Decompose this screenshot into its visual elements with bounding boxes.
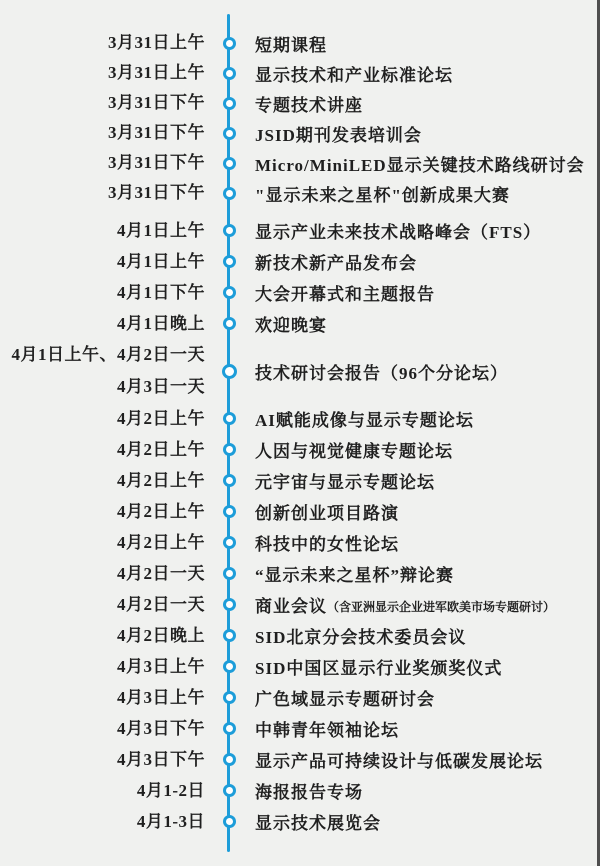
event-title-text: “显示未来之星杯”辩论赛 (255, 566, 454, 585)
timeline-dot-icon (223, 317, 236, 330)
timeline-row (0, 215, 600, 246)
event-date (0, 564, 205, 584)
event-date-line1: 4月3日下午 (117, 718, 205, 738)
timeline-dot-icon (223, 67, 236, 80)
timeline-dot-icon (223, 474, 236, 487)
event-date (0, 33, 205, 53)
timeline-node (205, 187, 253, 200)
timeline-row (0, 589, 600, 620)
event-title-text: "显示未来之星杯"创新成果大赛 (255, 185, 510, 205)
event-date (0, 781, 205, 801)
event-date-line1: 4月1日上午、4月2日一天 (11, 345, 205, 364)
event-date-line1: 4月1-2日 (136, 780, 205, 800)
timeline-dot-icon (223, 629, 236, 642)
event-title-text: 新技术新产品发布会 (255, 254, 417, 273)
event-title (253, 499, 600, 524)
event-date (0, 595, 205, 615)
timeline-row (0, 308, 600, 339)
timeline-row (0, 178, 600, 208)
timeline-row (0, 28, 600, 58)
event-date (0, 314, 205, 334)
timeline-node (205, 784, 253, 797)
timeline-dot-icon (223, 127, 236, 140)
timeline-node (205, 443, 253, 456)
timeline-node (205, 286, 253, 299)
timeline-dot-icon (223, 187, 236, 200)
event-date (0, 283, 205, 303)
event-date (0, 533, 205, 553)
event-date (0, 440, 205, 460)
event-date (0, 221, 205, 241)
timeline-node (205, 412, 253, 425)
timeline-node (205, 629, 253, 642)
event-title (253, 181, 600, 206)
event-title (253, 406, 600, 431)
event-title (253, 592, 600, 617)
timeline-dot-icon (223, 505, 236, 518)
event-title (253, 121, 600, 146)
timeline-dot-icon (223, 255, 236, 268)
event-title-text: SID中国区显示行业奖颁奖仪式 (255, 659, 503, 678)
timeline-dot-icon (223, 598, 236, 611)
event-date-line1: 3月31日下午 (108, 153, 205, 173)
event-title-text: 商业会议 (255, 597, 327, 616)
event-date-line1: 4月2日晚上 (117, 625, 205, 645)
timeline-node (205, 722, 253, 735)
event-date-line1: 3月31日下午 (108, 123, 205, 143)
event-date-line1: 4月1日晚上 (117, 313, 205, 333)
event-date-line1: 4月1日下午 (117, 282, 205, 302)
event-title-text: 短期课程 (255, 35, 327, 55)
event-date (0, 657, 205, 677)
timeline-node (205, 127, 253, 140)
event-title-text: 显示产品可持续设计与低碳发展论坛 (255, 752, 543, 771)
timeline-row (0, 403, 600, 434)
timeline-node (205, 598, 253, 611)
event-date-line2: 4月3日一天 (117, 377, 205, 396)
timeline-dot-icon (223, 567, 236, 580)
event-date (0, 93, 205, 113)
event-date (0, 252, 205, 272)
timeline-dot-icon (223, 784, 236, 797)
event-title (253, 280, 600, 305)
event-title-text: 显示技术展览会 (255, 814, 381, 833)
event-date-line1: 4月3日下午 (117, 749, 205, 769)
timeline-row (0, 465, 600, 496)
timeline-dot-icon (223, 536, 236, 549)
event-date (0, 471, 205, 491)
event-title (253, 530, 600, 555)
event-title-text: 显示产业未来技术战略峰会（FTS） (255, 223, 542, 242)
event-title-text: JSID期刊发表培训会 (255, 125, 422, 145)
timeline-row (0, 88, 600, 118)
event-date-line1: 4月1-3日 (136, 811, 205, 831)
event-date-line1: 4月2日上午 (117, 501, 205, 521)
event-title (253, 654, 600, 679)
event-title-text: 科技中的女性论坛 (255, 535, 399, 554)
timeline-row (0, 148, 600, 178)
event-title (253, 91, 600, 116)
event-title (253, 311, 600, 336)
timeline-dot-icon (222, 364, 237, 379)
timeline-dot-icon (223, 286, 236, 299)
event-title-text: AI赋能成像与显示专题论坛 (255, 411, 474, 430)
timeline-node (205, 317, 253, 330)
event-title (253, 685, 600, 710)
timeline-node (205, 474, 253, 487)
timeline-node (205, 815, 253, 828)
event-title (253, 218, 600, 243)
event-title (253, 151, 600, 176)
timeline-row (0, 620, 600, 651)
event-date (0, 63, 205, 83)
event-title (253, 359, 600, 384)
event-title-text: 元宇宙与显示专题论坛 (255, 473, 435, 492)
event-title-text: 广色域显示专题研讨会 (255, 690, 435, 709)
timeline-row (0, 713, 600, 744)
event-title-text: 人因与视觉健康专题论坛 (255, 442, 453, 461)
event-date-line1: 4月2日上午 (117, 439, 205, 459)
timeline-dot-icon (223, 443, 236, 456)
event-date (0, 123, 205, 143)
event-title-text: Micro/MiniLED显示关键技术路线研讨会 (255, 155, 585, 175)
timeline-node (205, 691, 253, 704)
event-title-text: 大会开幕式和主题报告 (255, 285, 435, 304)
timeline-row (0, 118, 600, 148)
event-date (0, 183, 205, 203)
timeline-row (0, 527, 600, 558)
event-title-text: 欢迎晚宴 (255, 316, 327, 335)
event-title (253, 468, 600, 493)
timeline-node (205, 660, 253, 673)
event-title-text: SID北京分会技术委员会议 (255, 628, 467, 647)
timeline-row (0, 806, 600, 837)
timeline-row (0, 651, 600, 682)
timeline-row (0, 558, 600, 589)
event-title (253, 747, 600, 772)
event-title-text: 技术研讨会报告（96个分论坛） (255, 363, 508, 383)
timeline-node (205, 224, 253, 237)
timeline-node (205, 255, 253, 268)
timeline-dot-icon (223, 815, 236, 828)
event-date-line1: 4月3日上午 (117, 687, 205, 707)
timeline-dot-icon (223, 722, 236, 735)
event-date (0, 750, 205, 770)
event-title-text: 中韩青年领袖论坛 (255, 721, 399, 740)
event-title (253, 561, 600, 586)
event-date-line1: 3月31日上午 (108, 63, 205, 83)
event-title (253, 437, 600, 462)
timeline-dot-icon (223, 691, 236, 704)
timeline-node (205, 364, 253, 379)
event-title (253, 809, 600, 834)
timeline (0, 28, 600, 837)
event-date-line1: 4月2日上午 (117, 470, 205, 490)
event-title-text: 创新创业项目路演 (255, 504, 399, 523)
event-date (0, 409, 205, 429)
timeline-row (0, 744, 600, 775)
event-title (253, 31, 600, 56)
event-title-note: （含亚洲显示企业进军欧美市场专题研讨） (327, 600, 556, 614)
timeline-dot-icon (223, 224, 236, 237)
event-title-text: 海报报告专场 (255, 783, 363, 802)
event-date-line1: 4月2日一天 (117, 594, 205, 614)
timeline-row (0, 277, 600, 308)
event-date (0, 719, 205, 739)
timeline-node (205, 567, 253, 580)
timeline-node (205, 157, 253, 170)
timeline-row (0, 682, 600, 713)
event-date-line1: 4月2日上午 (117, 408, 205, 428)
event-date (0, 502, 205, 522)
event-date-line1: 3月31日下午 (108, 183, 205, 203)
timeline-node (205, 67, 253, 80)
timeline-row (0, 775, 600, 806)
timeline-dot-icon (223, 660, 236, 673)
event-date-line1: 4月1日上午 (117, 220, 205, 240)
event-date (0, 812, 205, 832)
event-date-line1: 3月31日下午 (108, 93, 205, 113)
event-title (253, 778, 600, 803)
event-title (253, 716, 600, 741)
timeline-row (0, 339, 600, 403)
timeline-dot-icon (223, 412, 236, 425)
timeline-dot-icon (223, 37, 236, 50)
timeline-node (205, 536, 253, 549)
event-title (253, 623, 600, 648)
timeline-row (0, 434, 600, 465)
timeline-node (205, 97, 253, 110)
event-date-line1: 4月3日上午 (117, 656, 205, 676)
event-title-text: 显示技术和产业标准论坛 (255, 65, 453, 85)
event-date (0, 153, 205, 173)
timeline-row (0, 496, 600, 527)
event-date-line1: 3月31日上午 (108, 33, 205, 53)
event-date (0, 688, 205, 708)
event-date-line1: 4月2日上午 (117, 532, 205, 552)
timeline-node (205, 505, 253, 518)
event-date (0, 339, 205, 403)
event-title (253, 61, 600, 86)
event-title (253, 249, 600, 274)
timeline-row (0, 58, 600, 88)
timeline-node (205, 37, 253, 50)
timeline-dot-icon (223, 97, 236, 110)
event-date-line1: 4月1日上午 (117, 251, 205, 271)
timeline-dot-icon (223, 157, 236, 170)
timeline-row (0, 246, 600, 277)
event-date-line1: 4月2日一天 (117, 563, 205, 583)
event-date (0, 626, 205, 646)
timeline-dot-icon (223, 753, 236, 766)
timeline-node (205, 753, 253, 766)
event-title-text: 专题技术讲座 (255, 95, 363, 115)
